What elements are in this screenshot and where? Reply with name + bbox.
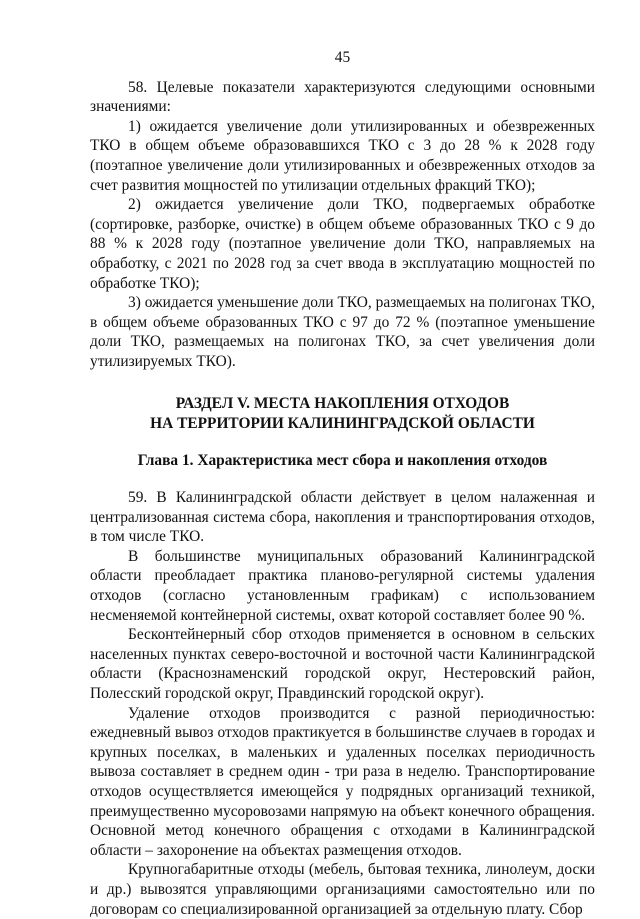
section-heading-line-2: НА ТЕРРИТОРИИ КАЛИНИНГРАДСКОЙ ОБЛАСТИ <box>150 414 535 432</box>
paragraph-58: 58. Целевые показатели характеризуются следующими основными значениями: <box>90 78 595 116</box>
paragraph-removal: Удаление отходов производится с разной периодичностью: ежедневный вывоз отходов практикуется в большинстве случаев в городах и крупных поселках, в маленьких и удаленных поселках периодичность вывоза составляет в среднем один - три раза в неделю. Транспортирование отходов осуществляется имеющейся у подрядных организаций техникой, преимущественно мусоровозами напрямую на объект конечного обращения. Основной метод конечного обращения с отходами в Калининградской области – захоронение на объектах размещения отходов. <box>90 704 595 859</box>
target-item-3: 3) ожидается уменьшение доли ТКО, размещаемых на полигонах ТКО, в общем объеме образованных ТКО с 97 до 72 % (поэтапное уменьшение доли ТКО, размещаемых на полигонах ТКО, за счет увеличения доли утилизируемых ТКО). <box>90 294 595 370</box>
section-heading <box>90 394 595 434</box>
target-item-2: 2) ожидается увеличение доли ТКО, подвергаемых обработке (сортировке, разборке, очистке) в общем объеме образованных ТКО с 9 до 88 % к 2028 году (поэтапное увеличение доли ТКО, направляемых на обработку, с 2021 по 2028 год за счет ввода в эксплуатацию мощностей по обработке ТКО); <box>90 196 595 292</box>
paragraph-container-system: В большинстве муниципальных образований Калининградской области преобладает практика планово-регулярной системы удаления отходов (согласно установленным графикам) с использованием несменяемой контейнерной системы, охват которой составляет более 90 %. <box>90 547 595 624</box>
page-number: 45 <box>334 49 351 66</box>
paragraph-bulky-waste: Крупногабаритные отходы (мебель, бытовая техника, линолеум, доски и др.) вывозятся управляющими организациями самостоятельно или по договорам со специализированной организацией за отдельную плату. Сбор <box>90 861 595 918</box>
paragraph-59: 59. В Калининградской области действует в целом налаженная и централизованная система сбора, накопления и транспортирования отходов, в том числе ТКО. <box>90 489 595 546</box>
paragraph-containerless: Бесконтейнерный сбор отходов применяется в основном в сельских населенных пунктах северо-восточной и восточной части Калининградской области (Краснознаменский городской округ, Нестеровский район, Полесский городской округ, Правдинский городской округ). <box>90 626 595 703</box>
target-item-1: 1) ожидается увеличение доли утилизированных и обезвреженных ТКО в общем объеме образовавшихся ТКО с 3 до 28 % к 2028 году (поэтапное увеличение доли утилизированных и обезвреженных отходов за счет развития мощностей по утилизации отдельных фракций ТКО); <box>90 117 595 194</box>
section-heading-line-1: РАЗДЕЛ V. МЕСТА НАКОПЛЕНИЯ ОТХОДОВ <box>175 394 510 412</box>
chapter-heading: Глава 1. Характеристика мест сбора и накопления отходов <box>137 451 548 469</box>
